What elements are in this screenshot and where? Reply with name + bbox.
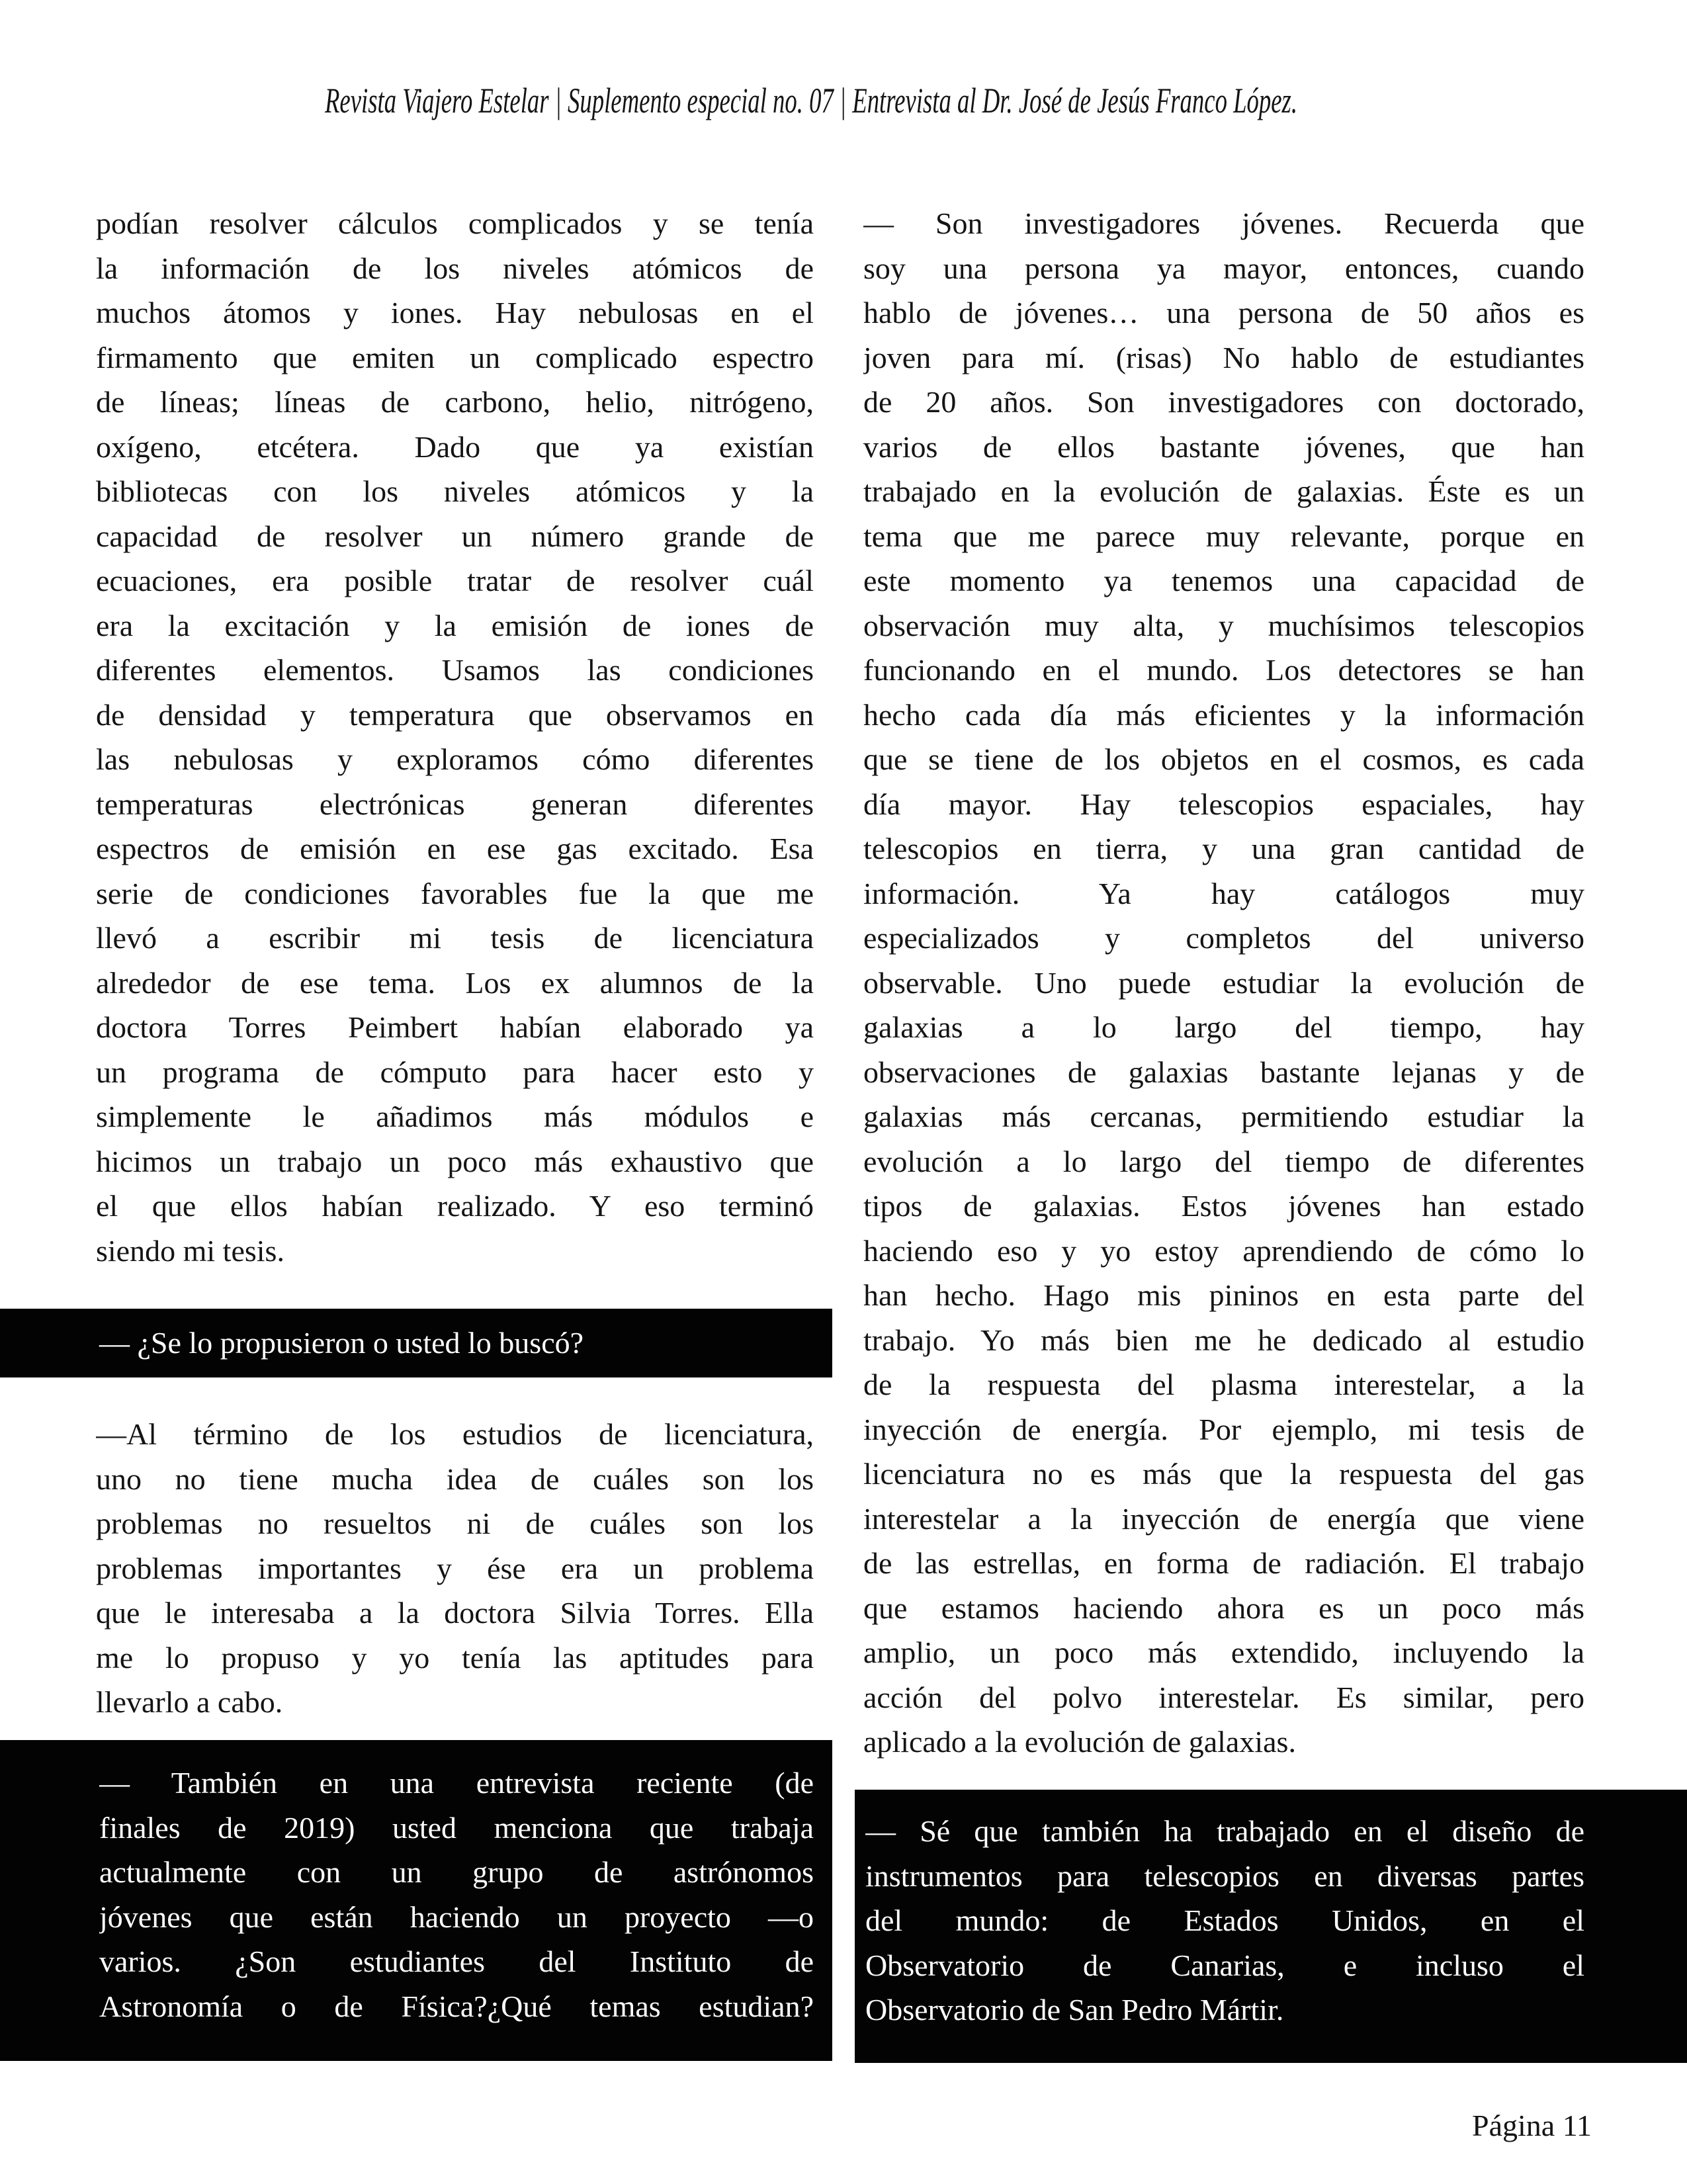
header-text: Revista Viajero Estelar | Suplemento especial no. 07 | Entrevista al Dr. José de Jesús Franco López. — [325, 81, 1298, 120]
text-line: de densidad y temperatura que observamos en — [96, 697, 814, 732]
text-line: trabajado en la evolución de galaxias. Éste es un — [863, 474, 1584, 508]
text-line: hablo de jóvenes… una persona de 50 años es — [863, 296, 1584, 329]
text-line: alrededor de ese tema. Los ex alumnos de la — [96, 965, 814, 1000]
text-line: han hecho. Hago mis pininos en esta parte del — [863, 1278, 1584, 1312]
text-line: que se tiene de los objetos en el cosmos, es cada — [863, 742, 1584, 776]
text-line: información. Ya hay catálogos muy — [863, 876, 1584, 910]
text-line: doctora Torres Peimbert habían elaborado ya — [96, 1010, 814, 1044]
text-line: simplemente le añadimos más módulos e — [96, 1100, 814, 1133]
text-line: interestelar a la inyección de energía que viene — [863, 1501, 1584, 1536]
text-line: tipos de galaxias. Estos jóvenes han estado — [863, 1189, 1584, 1223]
text-line: amplio, un poco más extendido, incluyendo la — [863, 1636, 1584, 1669]
text-line: instrumentos para telescopios en diversas partes — [865, 1858, 1584, 1893]
text-line: varios. ¿Son estudiantes del Instituto de — [99, 1944, 814, 1978]
text-line: funcionando en el mundo. Los detectores se han — [863, 653, 1584, 687]
text-line: oxígeno, etcétera. Dado que ya existían — [96, 429, 814, 464]
text-line: siendo mi tesis. — [96, 1233, 284, 1268]
question-block-1 — [0, 1309, 832, 1377]
text-line: de 20 años. Son investigadores con doctorado, — [863, 385, 1584, 419]
text-line: bibliotecas con los niveles atómicos y la — [96, 474, 814, 508]
text-line: me lo propuso y yo tenía las aptitudes para — [96, 1640, 814, 1675]
text-line: día mayor. Hay telescopios espaciales, hay — [863, 787, 1584, 821]
text-line: las nebulosas y exploramos cómo diferentes — [96, 742, 814, 776]
text-line: joven para mí. (risas) No hablo de estudiantes — [863, 340, 1584, 374]
text-line: espectros de emisión en ese gas excitado. Esa — [96, 832, 814, 865]
text-line: un programa de cómputo para hacer esto y — [96, 1055, 814, 1089]
text-line: que estamos haciendo ahora es un poco más — [863, 1591, 1584, 1625]
text-line: capacidad de resolver un número grande de — [96, 519, 814, 553]
text-line: haciendo eso y yo estoy aprendiendo de cómo lo — [863, 1233, 1584, 1268]
text-line: de la respuesta del plasma interestelar, a la — [863, 1368, 1584, 1401]
text-line: observable. Uno puede estudiar la evolución de — [863, 965, 1584, 1000]
text-line: especializados y completos del universo — [863, 921, 1584, 955]
text-line: telescopios en tierra, y una gran cantidad de — [863, 832, 1584, 865]
text-line: observación muy alta, y muchísimos telescopios — [863, 608, 1584, 642]
text-line: trabajo. Yo más bien me he dedicado al estudio — [863, 1323, 1584, 1357]
text-line: finales de 2019) usted menciona que trabaja — [99, 1810, 814, 1845]
question-1-text: — ¿Se lo propusieron o usted lo buscó? — [99, 1326, 584, 1360]
text-line: este momento ya tenemos una capacidad de — [863, 564, 1584, 597]
text-line: problemas importantes y ése era un problema — [96, 1551, 814, 1585]
text-line: licenciatura no es más que la respuesta del gas — [863, 1457, 1584, 1491]
text-line: Observatorio de San Pedro Mártir. — [865, 1993, 1284, 2027]
text-line: muchos átomos y iones. Hay nebulosas en el — [96, 296, 814, 329]
text-line: podían resolver cálculos complicados y se tenía — [96, 206, 814, 240]
text-line: el que ellos habían realizado. Y eso terminó — [96, 1189, 814, 1223]
text-line: jóvenes que están haciendo un proyecto —o — [99, 1900, 814, 1934]
text-line: varios de ellos bastante jóvenes, que han — [863, 429, 1584, 464]
text-line: observaciones de galaxias bastante lejanas y de — [863, 1055, 1584, 1089]
text-line: temperaturas electrónicas generan diferentes — [96, 787, 814, 821]
text-line: de líneas; líneas de carbono, helio, nitrógeno, — [96, 385, 814, 419]
text-line: que le interesaba a la doctora Silvia Torres. Ella — [96, 1596, 814, 1630]
text-line: actualmente con un grupo de astrónomos — [99, 1855, 814, 1889]
text-line: acción del polvo interestelar. Es similar, pero — [863, 1680, 1584, 1714]
left-column-paragraph-1 — [96, 201, 814, 1273]
text-line: galaxias a lo largo del tiempo, hay — [863, 1010, 1584, 1044]
text-line: inyección de energía. Por ejemplo, mi tesis de — [863, 1412, 1584, 1446]
text-line: tema que me parece muy relevante, porque en — [863, 519, 1584, 553]
text-line: soy una persona ya mayor, entonces, cuando — [863, 251, 1584, 285]
text-line: de las estrellas, en forma de radiación. El trabajo — [863, 1546, 1584, 1580]
text-line: galaxias más cercanas, permitiendo estudiar la — [863, 1100, 1584, 1133]
text-line: evolución a lo largo del tiempo de diferentes — [863, 1144, 1584, 1178]
text-line: Observatorio de Canarias, e incluso el — [865, 1948, 1584, 1982]
page-number: Página 11 — [1472, 2109, 1592, 2142]
text-line: serie de condiciones favorables fue la que me — [96, 876, 814, 910]
text-line: llevó a escribir mi tesis de licenciatura — [96, 921, 814, 955]
right-column-paragraph-1 — [863, 201, 1584, 1765]
text-line: problemas no resueltos ni de cuáles son los — [96, 1507, 814, 1540]
text-line: —Al término de los estudios de licenciatura, — [96, 1417, 814, 1451]
text-line: — También en una entrevista reciente (de — [99, 1766, 814, 1800]
text-line: aplicado a la evolución de galaxias. — [863, 1725, 1296, 1759]
text-line: del mundo: de Estados Unidos, en el — [865, 1903, 1584, 1937]
text-line: firmamento que emiten un complicado espectro — [96, 340, 814, 374]
text-line: diferentes elementos. Usamos las condiciones — [96, 653, 814, 687]
question-block-2 — [0, 1740, 832, 2061]
text-line: llevarlo a cabo. — [96, 1685, 283, 1719]
left-column-paragraph-2 — [96, 1412, 814, 1725]
text-line: uno no tiene mucha idea de cuáles son los — [96, 1462, 814, 1496]
text-line: hecho cada día más eficientes y la información — [863, 697, 1584, 732]
text-line: Astronomía o de Física?¿Qué temas estudian? — [99, 1989, 814, 2023]
page-header — [325, 81, 1687, 120]
text-line: — Son investigadores jóvenes. Recuerda que — [863, 206, 1584, 240]
question-2-text — [99, 1761, 814, 2029]
text-line: hicimos un trabajo un poco más exhaustivo que — [96, 1144, 814, 1178]
text-line: la información de los niveles atómicos de — [96, 251, 814, 285]
question-block-3 — [855, 1790, 1687, 2063]
text-line: era la excitación y la emisión de iones de — [96, 608, 814, 642]
text-line: — Sé que también ha trabajado en el diseño de — [865, 1814, 1584, 1848]
text-line: ecuaciones, era posible tratar de resolver cuál — [96, 564, 814, 597]
question-3-text — [865, 1809, 1584, 2032]
